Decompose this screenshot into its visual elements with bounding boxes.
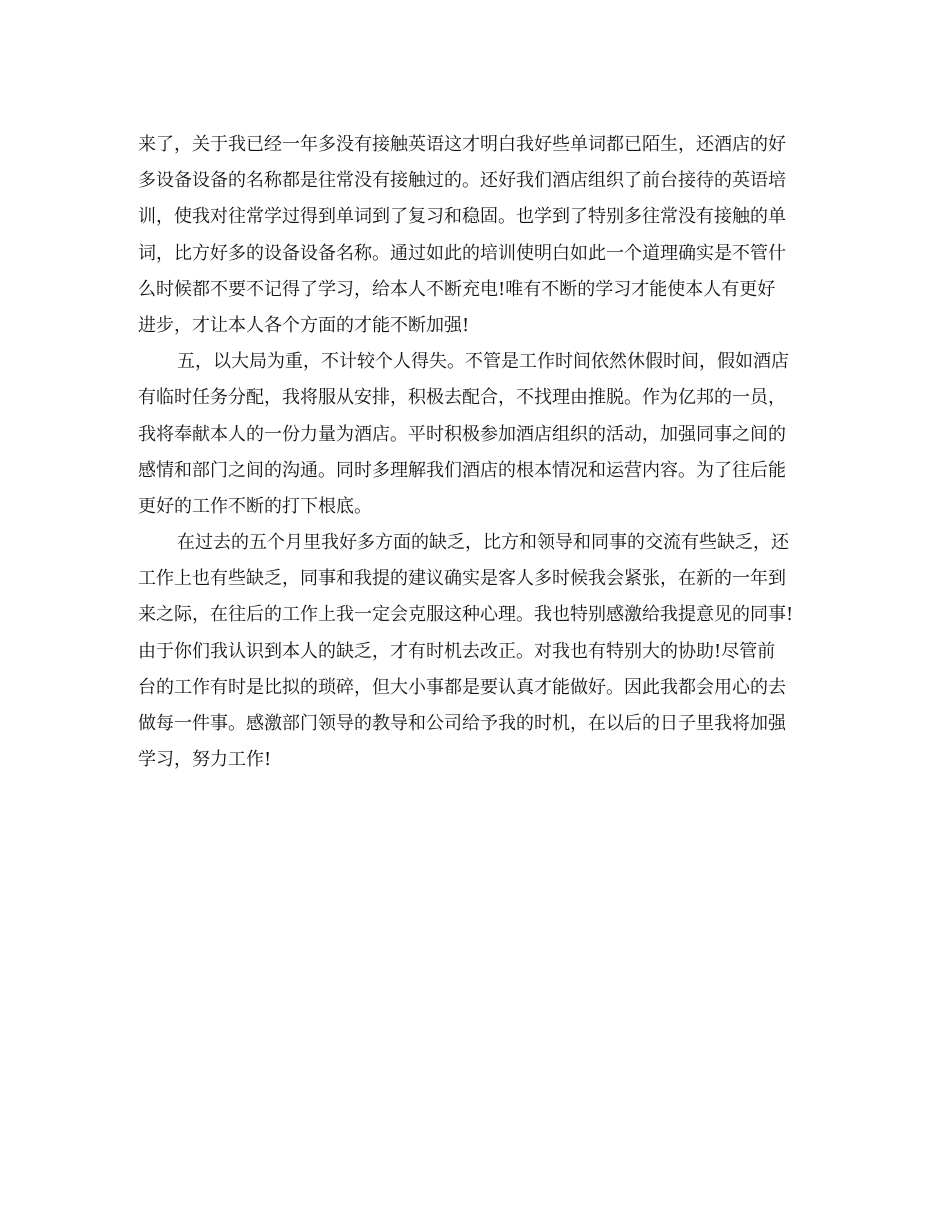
paragraph-3	[138, 525, 828, 778]
paragraph-line: 进步，才让本人各个方面的才能不断加强!	[138, 314, 470, 336]
paragraph-first-line: 五，以大局为重，不计较个人得失。不管是工作时间依然休假时间，假如酒店	[177, 351, 789, 373]
paragraph-line: 工作上也有些缺乏，同事和我提的建议确实是客人多时候我会紧张，在新的一年到	[138, 568, 786, 590]
paragraph-line: 我将奉献本人的一份力量为酒店。平时积极参加酒店组织的活动，加强同事之间的	[138, 423, 786, 445]
paragraph-line: 来了，关于我已经一年多没有接触英语这才明白我好些单词都已陌生，还酒店的好	[138, 134, 786, 155]
paragraph-line: 词，比方好多的设备设备名称。通过如此的培训使明白如此一个道理确实是不管什	[138, 242, 786, 264]
paragraph-line: 学习，努力工作!	[138, 749, 272, 771]
paragraph-line: 训，使我对往常学过得到单词到了复习和稳固。也学到了特别多往常没有接触的单	[138, 206, 786, 228]
paragraph-line: 更好的工作不断的打下根底。	[138, 495, 372, 517]
paragraph-line: 来之际，在往后的工作上我一定会克服这种心理。我也特别感激给我提意见的同事!	[138, 604, 794, 626]
paragraph-line: 感情和部门之间的沟通。同时多理解我们酒店的根本情况和运营内容。为了往后能	[138, 459, 786, 481]
paragraph-line: 有临时任务分配，我将服从安排，积极去配合，不找理由推脱。作为亿邦的一员，	[138, 387, 786, 409]
paragraph-line: 么时候都不要不记得了学习，给本人不断充电!唯有不断的学习才能使本人有更好	[138, 278, 776, 300]
paragraph-line: 做每一件事。感激部门领导的教导和公司给予我的时机，在以后的日子里我将加强	[138, 713, 786, 734]
paragraph-1	[138, 127, 828, 344]
paragraph-first-line: 在过去的五个月里我好多方面的缺乏，比方和领导和同事的交流有些缺乏，还	[177, 532, 789, 554]
paragraph-line: 由于你们我认识到本人的缺乏，才有时机去改正。对我也有特别大的协助!尽管前	[138, 640, 776, 662]
paragraph-line: 多设备设备的名称都是往常没有接触过的。还好我们酒店组织了前台接待的英语培	[138, 170, 786, 192]
paragraph-2	[138, 344, 828, 525]
document-body	[138, 127, 828, 778]
paragraph-line: 台的工作有时是比拟的琐碎，但大小事都是要认真才能做好。因此我都会用心的去	[138, 676, 786, 698]
